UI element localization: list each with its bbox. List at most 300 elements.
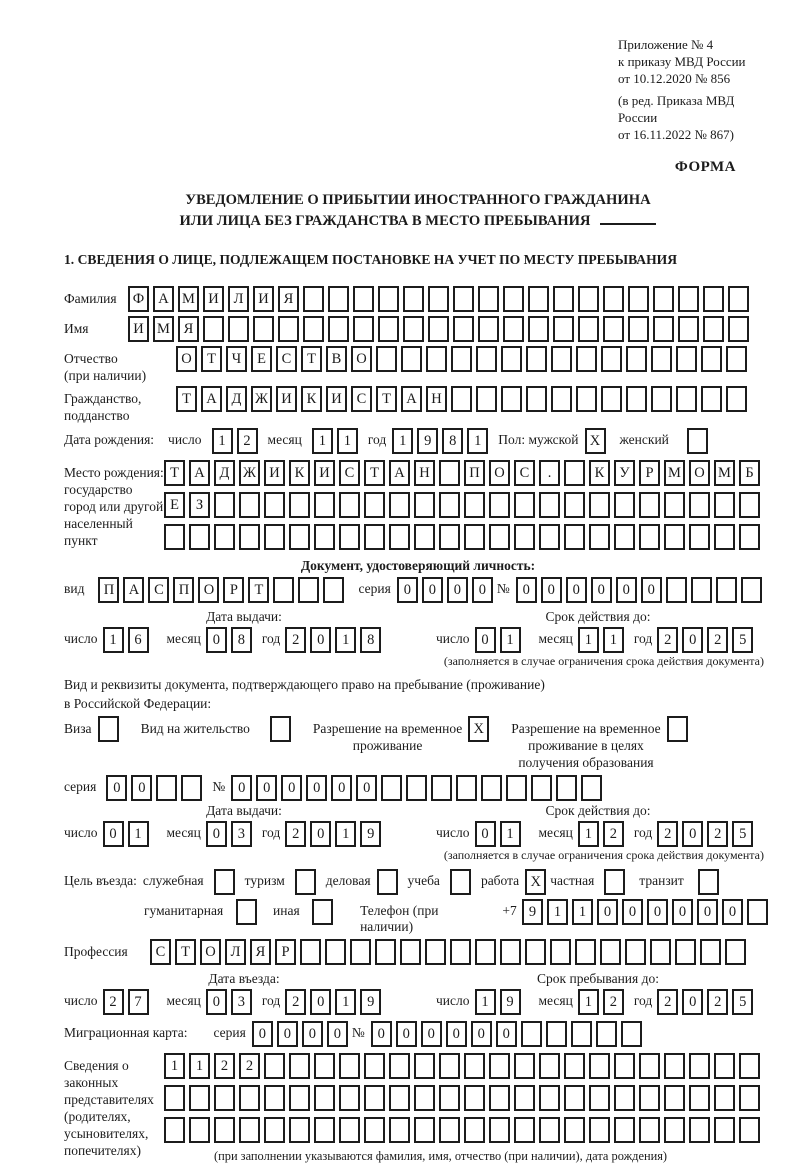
char-cell[interactable] xyxy=(439,492,460,518)
char-cell[interactable] xyxy=(714,1053,735,1079)
char-cell[interactable] xyxy=(539,1085,560,1111)
birthdate-day-boxes[interactable] xyxy=(212,428,262,454)
char-cell[interactable] xyxy=(526,346,547,372)
char-cell[interactable] xyxy=(364,492,385,518)
char-cell[interactable]: 0 xyxy=(306,775,327,801)
char-cell[interactable]: Т xyxy=(364,460,385,486)
checkbox-cell[interactable] xyxy=(377,869,398,895)
char-cell[interactable] xyxy=(626,386,647,412)
char-cell[interactable]: Я xyxy=(178,316,199,342)
char-cell[interactable] xyxy=(414,492,435,518)
char-cell[interactable]: Д xyxy=(226,386,247,412)
char-cell[interactable]: А xyxy=(389,460,410,486)
char-cell[interactable] xyxy=(239,524,260,550)
char-cell[interactable] xyxy=(503,316,524,342)
patronymic-boxes[interactable] xyxy=(176,346,751,372)
char-cell[interactable]: С xyxy=(339,460,360,486)
char-cell[interactable] xyxy=(664,1117,685,1143)
citizenship-boxes[interactable] xyxy=(176,386,751,412)
char-cell[interactable] xyxy=(614,524,635,550)
birthdate-month-boxes[interactable] xyxy=(312,428,362,454)
char-cell[interactable] xyxy=(428,286,449,312)
char-cell[interactable] xyxy=(639,1053,660,1079)
migration-number-boxes[interactable] xyxy=(371,1021,646,1047)
char-cell[interactable] xyxy=(164,1117,185,1143)
char-cell[interactable] xyxy=(664,524,685,550)
char-cell[interactable]: А xyxy=(189,460,210,486)
char-cell[interactable] xyxy=(464,524,485,550)
char-cell[interactable] xyxy=(428,316,449,342)
char-cell[interactable] xyxy=(164,1085,185,1111)
char-cell[interactable] xyxy=(550,939,571,965)
char-cell[interactable]: 2 xyxy=(707,989,728,1015)
visa-checkbox[interactable] xyxy=(98,716,123,742)
checkbox-cell[interactable] xyxy=(270,716,291,742)
char-cell[interactable]: 1 xyxy=(337,428,358,454)
char-cell[interactable]: Л xyxy=(225,939,246,965)
char-cell[interactable] xyxy=(689,1053,710,1079)
char-cell[interactable] xyxy=(376,346,397,372)
char-cell[interactable] xyxy=(564,460,585,486)
char-cell[interactable]: С xyxy=(148,577,169,603)
char-cell[interactable] xyxy=(478,316,499,342)
char-cell[interactable] xyxy=(239,492,260,518)
char-cell[interactable] xyxy=(628,316,649,342)
char-cell[interactable]: 1 xyxy=(189,1053,210,1079)
purpose-other-checkbox[interactable] xyxy=(312,899,337,925)
char-cell[interactable] xyxy=(691,577,712,603)
char-cell[interactable]: 1 xyxy=(578,627,599,653)
residence-permit-checkbox[interactable] xyxy=(270,716,295,742)
char-cell[interactable]: 0 xyxy=(231,775,252,801)
char-cell[interactable]: 0 xyxy=(496,1021,517,1047)
char-cell[interactable] xyxy=(439,1053,460,1079)
char-cell[interactable] xyxy=(300,939,321,965)
char-cell[interactable] xyxy=(325,939,346,965)
char-cell[interactable]: 1 xyxy=(335,627,356,653)
char-cell[interactable]: С xyxy=(150,939,171,965)
char-cell[interactable] xyxy=(453,286,474,312)
char-cell[interactable] xyxy=(521,1021,542,1047)
char-cell[interactable]: 5 xyxy=(732,989,753,1015)
char-cell[interactable] xyxy=(456,775,477,801)
checkbox-cell[interactable]: X xyxy=(525,869,546,895)
char-cell[interactable] xyxy=(739,1117,760,1143)
char-cell[interactable]: 0 xyxy=(252,1021,273,1047)
char-cell[interactable] xyxy=(639,1085,660,1111)
temp-residence-checkbox[interactable] xyxy=(468,716,493,742)
char-cell[interactable] xyxy=(389,524,410,550)
char-cell[interactable]: О xyxy=(176,346,197,372)
char-cell[interactable] xyxy=(703,286,724,312)
checkbox-cell[interactable] xyxy=(667,716,688,742)
residence-issue-month-boxes[interactable] xyxy=(206,821,256,847)
char-cell[interactable] xyxy=(364,524,385,550)
char-cell[interactable] xyxy=(539,1053,560,1079)
char-cell[interactable]: 6 xyxy=(128,627,149,653)
char-cell[interactable] xyxy=(156,775,177,801)
entry-year-boxes[interactable] xyxy=(285,989,385,1015)
char-cell[interactable] xyxy=(728,286,749,312)
char-cell[interactable] xyxy=(664,492,685,518)
char-cell[interactable] xyxy=(628,286,649,312)
char-cell[interactable] xyxy=(589,492,610,518)
char-cell[interactable]: А xyxy=(123,577,144,603)
char-cell[interactable]: Н xyxy=(414,460,435,486)
char-cell[interactable] xyxy=(303,316,324,342)
char-cell[interactable] xyxy=(650,939,671,965)
char-cell[interactable] xyxy=(603,316,624,342)
char-cell[interactable] xyxy=(603,286,624,312)
char-cell[interactable] xyxy=(664,1053,685,1079)
char-cell[interactable]: 2 xyxy=(657,821,678,847)
char-cell[interactable] xyxy=(675,939,696,965)
char-cell[interactable]: 0 xyxy=(421,1021,442,1047)
char-cell[interactable]: 0 xyxy=(310,989,331,1015)
char-cell[interactable] xyxy=(378,286,399,312)
char-cell[interactable]: 0 xyxy=(371,1021,392,1047)
char-cell[interactable] xyxy=(239,1117,260,1143)
char-cell[interactable] xyxy=(214,492,235,518)
char-cell[interactable]: . xyxy=(539,460,560,486)
char-cell[interactable] xyxy=(689,1117,710,1143)
char-cell[interactable] xyxy=(514,1085,535,1111)
profession-boxes[interactable] xyxy=(150,939,750,965)
char-cell[interactable] xyxy=(556,775,577,801)
representatives-row2-boxes[interactable] xyxy=(164,1085,764,1111)
char-cell[interactable] xyxy=(551,346,572,372)
char-cell[interactable] xyxy=(747,899,768,925)
char-cell[interactable] xyxy=(651,386,672,412)
purpose-tourism-checkbox[interactable] xyxy=(295,869,320,895)
char-cell[interactable] xyxy=(264,492,285,518)
char-cell[interactable]: 0 xyxy=(682,989,703,1015)
char-cell[interactable]: Т xyxy=(376,386,397,412)
char-cell[interactable] xyxy=(353,286,374,312)
char-cell[interactable] xyxy=(476,386,497,412)
char-cell[interactable]: Б xyxy=(739,460,760,486)
char-cell[interactable] xyxy=(489,1053,510,1079)
char-cell[interactable] xyxy=(701,346,722,372)
char-cell[interactable]: 2 xyxy=(285,627,306,653)
char-cell[interactable]: М xyxy=(664,460,685,486)
doc-issue-month-boxes[interactable] xyxy=(206,627,256,653)
char-cell[interactable]: П xyxy=(98,577,119,603)
char-cell[interactable] xyxy=(475,939,496,965)
char-cell[interactable]: 0 xyxy=(641,577,662,603)
char-cell[interactable] xyxy=(289,1053,310,1079)
char-cell[interactable] xyxy=(289,492,310,518)
char-cell[interactable] xyxy=(273,577,294,603)
char-cell[interactable]: О xyxy=(200,939,221,965)
char-cell[interactable] xyxy=(481,775,502,801)
phone-boxes[interactable] xyxy=(522,899,772,925)
char-cell[interactable] xyxy=(576,346,597,372)
char-cell[interactable] xyxy=(439,1117,460,1143)
char-cell[interactable]: 2 xyxy=(707,821,728,847)
checkbox-cell[interactable]: X xyxy=(468,716,489,742)
char-cell[interactable]: 0 xyxy=(327,1021,348,1047)
char-cell[interactable]: 0 xyxy=(622,899,643,925)
char-cell[interactable]: З xyxy=(189,492,210,518)
char-cell[interactable]: 0 xyxy=(566,577,587,603)
char-cell[interactable] xyxy=(364,1117,385,1143)
char-cell[interactable] xyxy=(501,386,522,412)
char-cell[interactable] xyxy=(578,286,599,312)
surname-boxes[interactable] xyxy=(128,286,753,312)
char-cell[interactable] xyxy=(589,1053,610,1079)
char-cell[interactable] xyxy=(339,1053,360,1079)
char-cell[interactable] xyxy=(614,1085,635,1111)
char-cell[interactable]: 0 xyxy=(475,821,496,847)
char-cell[interactable] xyxy=(726,346,747,372)
char-cell[interactable] xyxy=(714,524,735,550)
char-cell[interactable]: 1 xyxy=(572,899,593,925)
char-cell[interactable]: К xyxy=(589,460,610,486)
char-cell[interactable] xyxy=(539,492,560,518)
char-cell[interactable]: О xyxy=(351,346,372,372)
char-cell[interactable] xyxy=(651,346,672,372)
char-cell[interactable] xyxy=(464,1117,485,1143)
char-cell[interactable] xyxy=(425,939,446,965)
char-cell[interactable]: 1 xyxy=(392,428,413,454)
char-cell[interactable]: 1 xyxy=(335,821,356,847)
char-cell[interactable] xyxy=(728,316,749,342)
char-cell[interactable] xyxy=(406,775,427,801)
char-cell[interactable] xyxy=(506,775,527,801)
char-cell[interactable] xyxy=(653,316,674,342)
char-cell[interactable]: 3 xyxy=(231,989,252,1015)
char-cell[interactable]: 0 xyxy=(256,775,277,801)
char-cell[interactable] xyxy=(464,1085,485,1111)
char-cell[interactable] xyxy=(614,1053,635,1079)
char-cell[interactable] xyxy=(403,316,424,342)
birthdate-year-boxes[interactable] xyxy=(392,428,492,454)
char-cell[interactable]: В xyxy=(326,346,347,372)
char-cell[interactable] xyxy=(414,524,435,550)
char-cell[interactable] xyxy=(714,492,735,518)
char-cell[interactable]: 0 xyxy=(516,577,537,603)
char-cell[interactable] xyxy=(514,1117,535,1143)
char-cell[interactable]: Т xyxy=(176,386,197,412)
char-cell[interactable]: 0 xyxy=(281,775,302,801)
char-cell[interactable] xyxy=(401,346,422,372)
char-cell[interactable]: 0 xyxy=(206,627,227,653)
char-cell[interactable]: Т xyxy=(301,346,322,372)
char-cell[interactable] xyxy=(625,939,646,965)
char-cell[interactable] xyxy=(581,775,602,801)
char-cell[interactable] xyxy=(403,286,424,312)
char-cell[interactable] xyxy=(264,1085,285,1111)
char-cell[interactable]: 0 xyxy=(106,775,127,801)
char-cell[interactable] xyxy=(739,492,760,518)
char-cell[interactable]: О xyxy=(198,577,219,603)
char-cell[interactable] xyxy=(164,524,185,550)
char-cell[interactable]: Р xyxy=(223,577,244,603)
char-cell[interactable] xyxy=(601,346,622,372)
checkbox-cell[interactable] xyxy=(687,428,708,454)
birthplace-row2-boxes[interactable] xyxy=(164,492,764,518)
char-cell[interactable] xyxy=(689,1085,710,1111)
char-cell[interactable]: 0 xyxy=(672,899,693,925)
char-cell[interactable]: 9 xyxy=(417,428,438,454)
sex-female-checkbox[interactable] xyxy=(687,428,712,454)
char-cell[interactable]: М xyxy=(153,316,174,342)
char-cell[interactable] xyxy=(303,286,324,312)
char-cell[interactable] xyxy=(476,346,497,372)
doc-number-boxes[interactable] xyxy=(516,577,766,603)
char-cell[interactable] xyxy=(714,1117,735,1143)
char-cell[interactable]: 0 xyxy=(310,627,331,653)
char-cell[interactable] xyxy=(739,1053,760,1079)
char-cell[interactable] xyxy=(700,939,721,965)
entry-day-boxes[interactable] xyxy=(103,989,153,1015)
char-cell[interactable]: 1 xyxy=(603,627,624,653)
char-cell[interactable] xyxy=(203,316,224,342)
char-cell[interactable] xyxy=(431,775,452,801)
char-cell[interactable]: И xyxy=(326,386,347,412)
char-cell[interactable] xyxy=(678,286,699,312)
char-cell[interactable]: Т xyxy=(164,460,185,486)
char-cell[interactable] xyxy=(526,386,547,412)
char-cell[interactable]: Я xyxy=(250,939,271,965)
char-cell[interactable]: 2 xyxy=(285,821,306,847)
doc-type-boxes[interactable] xyxy=(98,577,348,603)
char-cell[interactable]: П xyxy=(173,577,194,603)
doc-series-boxes[interactable] xyxy=(397,577,497,603)
birthplace-row1-boxes[interactable] xyxy=(164,460,764,486)
char-cell[interactable]: Ф xyxy=(128,286,149,312)
char-cell[interactable] xyxy=(314,1117,335,1143)
char-cell[interactable]: 8 xyxy=(360,627,381,653)
char-cell[interactable]: 0 xyxy=(331,775,352,801)
char-cell[interactable] xyxy=(328,286,349,312)
char-cell[interactable] xyxy=(339,1117,360,1143)
name-boxes[interactable] xyxy=(128,316,753,342)
char-cell[interactable] xyxy=(298,577,319,603)
temp-residence-education-checkbox[interactable] xyxy=(667,716,692,742)
char-cell[interactable] xyxy=(400,939,421,965)
char-cell[interactable]: 8 xyxy=(442,428,463,454)
char-cell[interactable] xyxy=(726,386,747,412)
char-cell[interactable] xyxy=(214,1085,235,1111)
char-cell[interactable]: И xyxy=(264,460,285,486)
checkbox-cell[interactable] xyxy=(312,899,333,925)
char-cell[interactable] xyxy=(528,286,549,312)
char-cell[interactable] xyxy=(500,939,521,965)
char-cell[interactable]: И xyxy=(203,286,224,312)
char-cell[interactable]: 0 xyxy=(472,577,493,603)
char-cell[interactable]: К xyxy=(289,460,310,486)
char-cell[interactable]: 0 xyxy=(277,1021,298,1047)
char-cell[interactable]: О xyxy=(689,460,710,486)
char-cell[interactable] xyxy=(489,1117,510,1143)
char-cell[interactable] xyxy=(739,524,760,550)
char-cell[interactable]: М xyxy=(714,460,735,486)
char-cell[interactable] xyxy=(189,1117,210,1143)
char-cell[interactable]: 1 xyxy=(578,821,599,847)
char-cell[interactable]: 1 xyxy=(500,627,521,653)
char-cell[interactable] xyxy=(314,1085,335,1111)
char-cell[interactable]: Ж xyxy=(239,460,260,486)
char-cell[interactable] xyxy=(571,1021,592,1047)
char-cell[interactable] xyxy=(741,577,762,603)
checkbox-cell[interactable] xyxy=(295,869,316,895)
char-cell[interactable]: 0 xyxy=(541,577,562,603)
representatives-row3-boxes[interactable] xyxy=(164,1117,764,1143)
char-cell[interactable] xyxy=(328,316,349,342)
char-cell[interactable] xyxy=(514,1053,535,1079)
purpose-business-checkbox[interactable] xyxy=(377,869,402,895)
entry-month-boxes[interactable] xyxy=(206,989,256,1015)
char-cell[interactable]: Е xyxy=(164,492,185,518)
purpose-transit-checkbox[interactable] xyxy=(698,869,723,895)
residence-expiry-month-boxes[interactable] xyxy=(578,821,628,847)
char-cell[interactable]: 9 xyxy=(500,989,521,1015)
char-cell[interactable]: 0 xyxy=(447,577,468,603)
char-cell[interactable] xyxy=(528,316,549,342)
char-cell[interactable] xyxy=(364,1053,385,1079)
char-cell[interactable]: 2 xyxy=(285,989,306,1015)
char-cell[interactable] xyxy=(564,1117,585,1143)
char-cell[interactable]: П xyxy=(464,460,485,486)
char-cell[interactable] xyxy=(653,286,674,312)
sex-male-checkbox[interactable] xyxy=(585,428,610,454)
char-cell[interactable]: Т xyxy=(201,346,222,372)
char-cell[interactable] xyxy=(314,524,335,550)
char-cell[interactable]: 9 xyxy=(360,989,381,1015)
char-cell[interactable] xyxy=(289,524,310,550)
char-cell[interactable] xyxy=(450,939,471,965)
char-cell[interactable] xyxy=(601,386,622,412)
char-cell[interactable] xyxy=(564,1085,585,1111)
char-cell[interactable] xyxy=(614,492,635,518)
char-cell[interactable]: Д xyxy=(214,460,235,486)
checkbox-cell[interactable] xyxy=(450,869,471,895)
char-cell[interactable]: 1 xyxy=(547,899,568,925)
char-cell[interactable] xyxy=(564,1053,585,1079)
char-cell[interactable] xyxy=(426,346,447,372)
char-cell[interactable]: И xyxy=(253,286,274,312)
char-cell[interactable] xyxy=(364,1085,385,1111)
char-cell[interactable] xyxy=(289,1117,310,1143)
residence-issue-year-boxes[interactable] xyxy=(285,821,385,847)
char-cell[interactable] xyxy=(564,524,585,550)
char-cell[interactable]: 0 xyxy=(356,775,377,801)
char-cell[interactable]: 2 xyxy=(603,989,624,1015)
char-cell[interactable] xyxy=(546,1021,567,1047)
char-cell[interactable]: 0 xyxy=(302,1021,323,1047)
char-cell[interactable]: О xyxy=(489,460,510,486)
doc-expiry-month-boxes[interactable] xyxy=(578,627,628,653)
char-cell[interactable] xyxy=(289,1085,310,1111)
char-cell[interactable]: И xyxy=(128,316,149,342)
char-cell[interactable]: И xyxy=(314,460,335,486)
char-cell[interactable] xyxy=(626,346,647,372)
char-cell[interactable] xyxy=(378,316,399,342)
char-cell[interactable] xyxy=(531,775,552,801)
char-cell[interactable] xyxy=(389,492,410,518)
char-cell[interactable]: Р xyxy=(639,460,660,486)
char-cell[interactable] xyxy=(451,346,472,372)
char-cell[interactable] xyxy=(439,460,460,486)
char-cell[interactable] xyxy=(621,1021,642,1047)
migration-series-boxes[interactable] xyxy=(252,1021,352,1047)
char-cell[interactable] xyxy=(314,492,335,518)
char-cell[interactable]: 0 xyxy=(647,899,668,925)
purpose-official-checkbox[interactable] xyxy=(214,869,239,895)
char-cell[interactable]: Т xyxy=(175,939,196,965)
